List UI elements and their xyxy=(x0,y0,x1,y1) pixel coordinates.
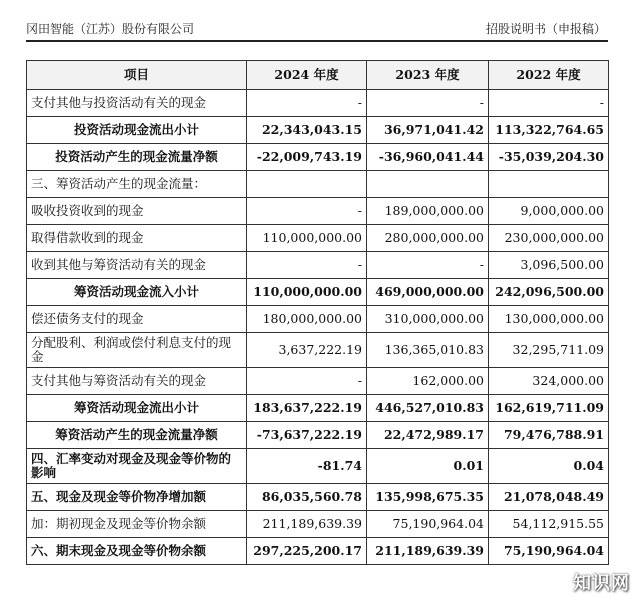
table-row xyxy=(27,144,609,171)
row-value xyxy=(489,171,609,198)
row-value: 3,096,500.00 xyxy=(489,252,609,279)
table-body xyxy=(27,90,609,565)
row-label: 三、筹资活动产生的现金流量： xyxy=(27,171,247,198)
table-row xyxy=(27,252,609,279)
row-value: 54,112,915.55 xyxy=(489,511,609,538)
row-label: 四、汇率变动对现金及现金等价物的影响 xyxy=(27,449,247,484)
row-value: 211,189,639.39 xyxy=(247,511,367,538)
row-value: 469,000,000.00 xyxy=(367,279,489,306)
row-value: 32,295,711.09 xyxy=(489,333,609,368)
row-label: 加：期初现金及现金等价物余额 xyxy=(27,511,247,538)
row-value: 130,000,000.00 xyxy=(489,306,609,333)
row-value: - xyxy=(247,90,367,117)
row-value: 280,000,000.00 xyxy=(367,225,489,252)
row-value: 183,637,222.19 xyxy=(247,395,367,422)
row-value: 22,343,043.15 xyxy=(247,117,367,144)
table-row xyxy=(27,484,609,511)
row-label: 筹资活动现金流出小计 xyxy=(27,395,247,422)
row-value: - xyxy=(247,198,367,225)
row-value: 110,000,000.00 xyxy=(247,225,367,252)
row-value: 79,476,788.91 xyxy=(489,422,609,449)
row-label: 支付其他与投资活动有关的现金 xyxy=(27,90,247,117)
table-row xyxy=(27,306,609,333)
column-header-2024: 2024 年度 xyxy=(247,61,367,90)
table-row xyxy=(27,333,609,368)
row-label: 取得借款收到的现金 xyxy=(27,225,247,252)
row-value: 22,472,989.17 xyxy=(367,422,489,449)
row-value: 297,225,200.17 xyxy=(247,538,367,565)
table-row xyxy=(27,368,609,395)
row-value: 446,527,010.83 xyxy=(367,395,489,422)
table-row xyxy=(27,511,609,538)
row-value: 3,637,222.19 xyxy=(247,333,367,368)
row-label: 五、现金及现金等价物净增加额 xyxy=(27,484,247,511)
row-value: 75,190,964.04 xyxy=(367,511,489,538)
table-header-row xyxy=(27,61,609,90)
table-row xyxy=(27,538,609,565)
row-value: 75,190,964.04 xyxy=(489,538,609,565)
row-value: 211,189,639.39 xyxy=(367,538,489,565)
row-label: 偿还债务支付的现金 xyxy=(27,306,247,333)
table-row xyxy=(27,279,609,306)
row-value: -73,637,222.19 xyxy=(247,422,367,449)
column-header-2022: 2022 年度 xyxy=(489,61,609,90)
row-value: - xyxy=(247,252,367,279)
table-row xyxy=(27,225,609,252)
row-value: 135,998,675.35 xyxy=(367,484,489,511)
row-value: 9,000,000.00 xyxy=(489,198,609,225)
row-value: - xyxy=(247,368,367,395)
row-value: 324,000.00 xyxy=(489,368,609,395)
page-header xyxy=(26,18,606,40)
table-row xyxy=(27,395,609,422)
table-row xyxy=(27,198,609,225)
row-label: 支付其他与筹资活动有关的现金 xyxy=(27,368,247,395)
row-label: 投资活动现金流出小计 xyxy=(27,117,247,144)
row-label: 筹资活动现金流入小计 xyxy=(27,279,247,306)
table-row xyxy=(27,171,609,198)
header-rule xyxy=(26,40,608,42)
row-value: 86,035,560.78 xyxy=(247,484,367,511)
column-header-2023: 2023 年度 xyxy=(367,61,489,90)
row-value xyxy=(247,171,367,198)
row-value: 162,619,711.09 xyxy=(489,395,609,422)
table-row xyxy=(27,449,609,484)
row-value: 21,078,048.49 xyxy=(489,484,609,511)
row-value: -35,039,204.30 xyxy=(489,144,609,171)
document-title: 招股说明书（申报稿） xyxy=(485,22,606,36)
row-value: 113,322,764.65 xyxy=(489,117,609,144)
row-label: 六、期末现金及现金等价物余额 xyxy=(27,538,247,565)
row-value: 189,000,000.00 xyxy=(367,198,489,225)
row-value: 242,096,500.00 xyxy=(489,279,609,306)
table-row xyxy=(27,90,609,117)
row-label: 筹资活动产生的现金流量净额 xyxy=(27,422,247,449)
column-header-item: 项目 xyxy=(27,61,247,90)
row-value xyxy=(367,171,489,198)
row-label: 分配股利、利润或偿付利息支付的现金 xyxy=(27,333,247,368)
row-value: 310,000,000.00 xyxy=(367,306,489,333)
row-value: 136,365,010.83 xyxy=(367,333,489,368)
row-value: - xyxy=(367,252,489,279)
row-value: 36,971,041.42 xyxy=(367,117,489,144)
row-label: 投资活动产生的现金流量净额 xyxy=(27,144,247,171)
row-label: 吸收投资收到的现金 xyxy=(27,198,247,225)
watermark: 知识网 xyxy=(573,573,630,594)
row-value: 0.04 xyxy=(489,449,609,484)
row-value: - xyxy=(489,90,609,117)
row-value: - xyxy=(367,90,489,117)
row-value: 0.01 xyxy=(367,449,489,484)
row-label: 收到其他与筹资活动有关的现金 xyxy=(27,252,247,279)
row-value: -81.74 xyxy=(247,449,367,484)
row-value: -22,009,743.19 xyxy=(247,144,367,171)
cash-flow-table xyxy=(26,60,609,565)
table-row xyxy=(27,117,609,144)
row-value: 230,000,000.00 xyxy=(489,225,609,252)
table-row xyxy=(27,422,609,449)
row-value: 110,000,000.00 xyxy=(247,279,367,306)
row-value: 162,000.00 xyxy=(367,368,489,395)
company-name: 冈田智能（江苏）股份有限公司 xyxy=(26,22,195,36)
row-value: 180,000,000.00 xyxy=(247,306,367,333)
row-value: -36,960,041.44 xyxy=(367,144,489,171)
